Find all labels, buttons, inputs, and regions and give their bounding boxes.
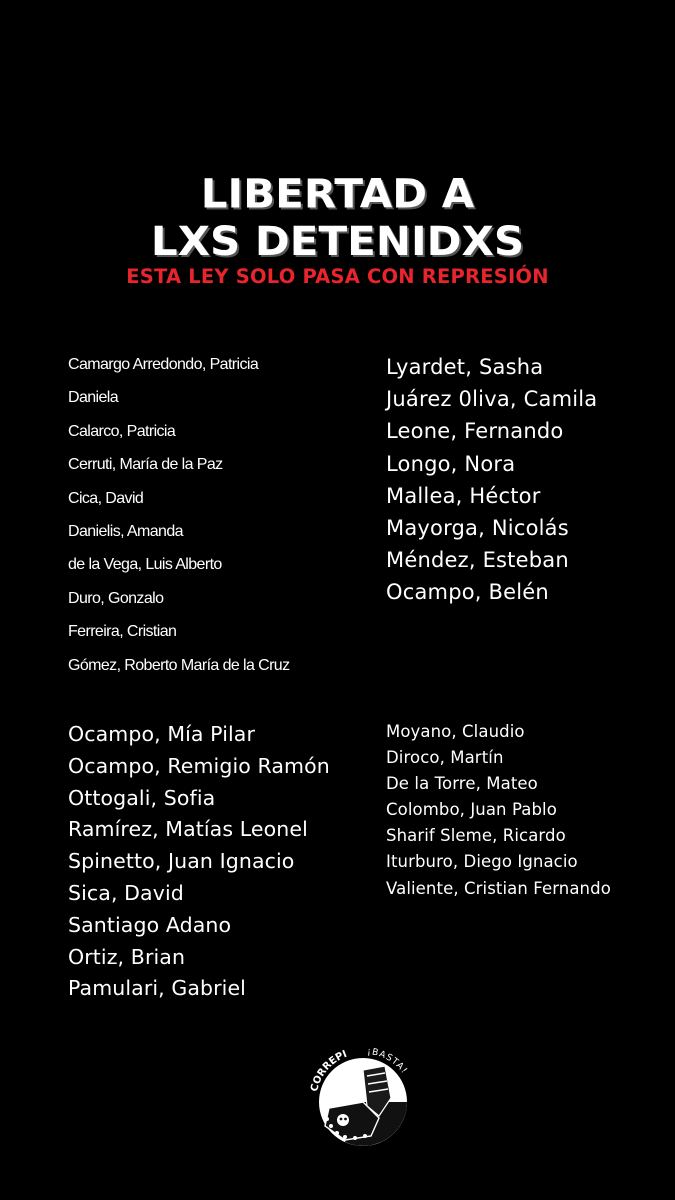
names-list-group2-left [68,719,330,1005]
list-item: Lyardet, Sasha [386,355,544,379]
logo-text-right: ¡BASTA! [366,1046,410,1077]
list-item: Camargo Arredondo, Patricia [68,356,259,373]
list-item: Ferreira, Cristian [68,623,177,641]
list-item: Calarco, Patricia [68,422,176,440]
list-item: Cerruti, María de la Paz [68,456,223,474]
list-item: Santiago Adano [68,912,232,937]
correpi-logo [305,1040,420,1165]
list-item: Ocampo, Mía Pilar [68,722,255,746]
list-item: Sica, David [68,880,184,905]
title-line-2: LXS DETENIDXS [150,218,525,265]
list-item: Ortiz, Brian [68,944,186,969]
logo-text-left: CORREPI [309,1048,349,1093]
names-list-group2-right [386,720,611,903]
list-item: Mayorga, Nicolás [386,515,569,540]
list-item: Valiente, Cristian Fernando [386,878,611,898]
list-item: De la Torre, Mateo [386,774,538,794]
list-item: Duro, Gonzalo [68,589,164,607]
list-item: Danielis, Amanda [68,522,183,540]
list-item: Gómez, Roberto María de la Cruz [68,656,290,674]
list-item: Cica, David [68,489,144,507]
list-item: Daniela [68,389,119,407]
list-item: Ocampo, Remigio Ramón [68,753,330,778]
list-item: Diroco, Martín [386,748,504,768]
list-item: Juárez 0liva, Camila [386,387,598,412]
page-subtitle: ESTA LEY SOLO PASA CON REPRESIÓN [126,265,549,288]
list-item: Mallea, Héctor [386,483,541,508]
list-item: Moyano, Claudio [386,722,525,741]
names-list-group1-left [68,352,290,686]
list-item: Iturburo, Diego Ignacio [386,852,578,872]
boot-stomp-logo-icon [305,1040,420,1165]
list-item: Colombo, Juan Pablo [386,800,557,820]
page-title [0,171,675,266]
names-list-group1-right [386,352,597,610]
title-line-1: LIBERTAD A [200,170,475,218]
list-item: Ottogali, Sofia [68,785,216,810]
list-item: Leone, Fernando [386,419,564,444]
list-item: Méndez, Esteban [386,548,569,573]
list-item: Ocampo, Belén [386,580,549,605]
list-item: Sharif Sleme, Ricardo [386,826,566,846]
list-item: Ramírez, Matías Leonel [68,817,308,842]
list-item: Pamulari, Gabriel [68,976,246,1001]
list-item: Longo, Nora [386,451,516,476]
list-item: de la Vega, Luis Alberto [68,556,222,574]
list-item: Spinetto, Juan Ignacio [68,849,295,874]
